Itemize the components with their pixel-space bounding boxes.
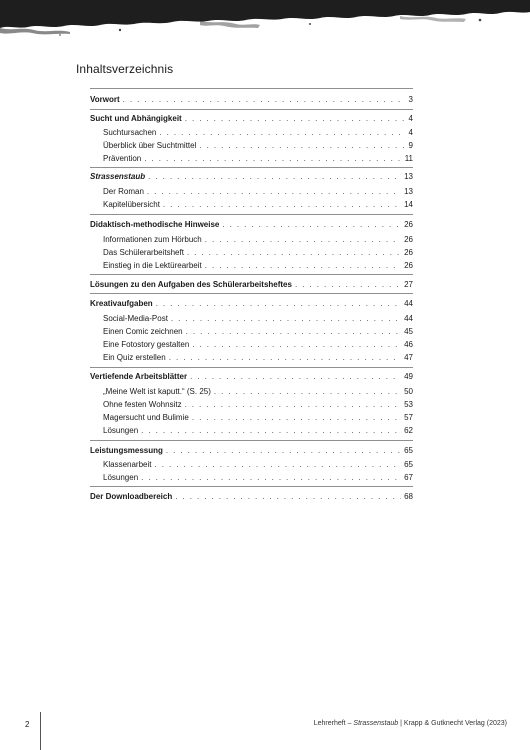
toc-entry-page: 4 <box>408 128 413 137</box>
toc-leader <box>154 460 401 470</box>
toc-entry-label: Ohne festen Wohnsitz <box>103 400 182 409</box>
toc-entry-label: Social-Media-Post <box>103 314 168 323</box>
toc-leader <box>159 128 405 138</box>
toc-entry-page: 13 <box>404 172 413 181</box>
toc-leader <box>192 340 401 350</box>
toc-entry-label: Leistungsmessung <box>90 446 163 455</box>
toc-leader <box>186 327 401 337</box>
toc-entry-page: 50 <box>404 387 413 396</box>
toc-entry-label: Der Roman <box>103 187 144 196</box>
toc-entry[interactable] <box>103 353 413 363</box>
toc-title: Inhaltsverzeichnis <box>76 62 174 76</box>
toc-leader <box>295 280 401 290</box>
toc-leader <box>175 492 401 502</box>
toc-leader <box>169 353 401 363</box>
toc-entry-page: 68 <box>404 492 413 501</box>
toc-entry[interactable] <box>103 128 413 138</box>
toc-entry[interactable] <box>103 473 413 483</box>
toc-entry[interactable] <box>90 220 413 230</box>
toc-entry-page: 26 <box>404 235 413 244</box>
toc-entry[interactable] <box>103 261 413 271</box>
toc-entry-label: „Meine Welt ist kaputt.“ (S. 25) <box>103 387 211 396</box>
toc-entry-page: 65 <box>404 446 413 455</box>
toc-entry-page: 13 <box>404 187 413 196</box>
toc-entry[interactable] <box>90 280 413 290</box>
toc-entry-label: Prävention <box>103 154 142 163</box>
toc-entry-label: Überblick über Suchtmittel <box>103 141 197 150</box>
toc-leader <box>163 200 401 210</box>
toc-entry-label: Der Downloadbereich <box>90 492 173 501</box>
toc-entry-page: 14 <box>404 200 413 209</box>
toc-entry-label: Ein Quiz erstellen <box>103 353 166 362</box>
toc-entry-label: Das Schülerarbeitsheft <box>103 248 184 257</box>
toc-entry[interactable] <box>90 95 413 105</box>
page-number: 2 <box>25 720 30 729</box>
toc-entry-page: 49 <box>404 372 413 381</box>
toc-entry-page: 26 <box>404 220 413 229</box>
toc-entry[interactable] <box>103 200 413 210</box>
toc-leader <box>187 248 401 258</box>
footer-divider <box>40 712 41 750</box>
toc-entry[interactable] <box>103 314 413 324</box>
toc-leader <box>185 114 406 124</box>
toc-divider <box>90 167 413 168</box>
toc-entry-page: 26 <box>404 248 413 257</box>
toc-leader <box>156 299 401 309</box>
toc-entry-label: Magersucht und Bulimie <box>103 413 189 422</box>
toc-entry[interactable] <box>103 141 413 151</box>
toc-entry[interactable] <box>103 327 413 337</box>
toc-leader <box>214 387 401 397</box>
toc-entry-page: 62 <box>404 426 413 435</box>
toc-divider <box>90 109 413 110</box>
toc-leader <box>148 172 401 182</box>
toc-leader <box>222 220 401 230</box>
toc-entry[interactable] <box>90 446 413 456</box>
toc-divider <box>90 367 413 368</box>
toc-entry-label: Eine Fotostory gestalten <box>103 340 190 349</box>
toc-leader <box>185 400 402 410</box>
toc-entry-label: Informationen zum Hörbuch <box>103 235 202 244</box>
toc-divider <box>90 440 413 441</box>
toc-entry-page: 65 <box>404 460 413 469</box>
toc-entry-label: Strassenstaub <box>90 172 146 181</box>
toc-entry-page: 45 <box>404 327 413 336</box>
toc-entry-page: 27 <box>404 280 413 289</box>
toc-entry-label: Vertiefende Arbeitsblätter <box>90 372 188 381</box>
toc-leader <box>199 141 405 151</box>
toc-leader <box>141 473 401 483</box>
toc-leader <box>171 314 401 324</box>
decorative-ink-banner <box>0 0 530 40</box>
toc-leader <box>205 261 401 271</box>
footer-credit <box>314 720 507 727</box>
toc-entry[interactable] <box>90 492 413 502</box>
toc-entry-page: 3 <box>408 95 413 104</box>
toc-entry-label: Kapitelübersicht <box>103 200 160 209</box>
toc-leader <box>190 372 401 382</box>
toc-entry-page: 11 <box>404 154 413 163</box>
toc-entry-page: 46 <box>404 340 413 349</box>
toc-entry[interactable] <box>103 387 413 397</box>
toc-entry-label: Kreativaufgaben <box>90 299 153 308</box>
toc-entry[interactable] <box>103 413 413 423</box>
toc-divider <box>90 88 413 89</box>
footer-credit-prefix: Lehrerheft – <box>313 720 354 727</box>
toc-entry[interactable] <box>90 372 413 382</box>
toc-entry-page: 67 <box>404 473 413 482</box>
toc-leader <box>123 95 406 105</box>
toc-entry-label: Einen Comic zeichnen <box>103 327 183 336</box>
toc-entry-label: Einstieg in die Lektürearbeit <box>103 261 202 270</box>
toc-entry[interactable] <box>103 235 413 245</box>
toc-entry-page: 4 <box>408 114 413 123</box>
toc-divider <box>90 214 413 215</box>
toc-entry[interactable] <box>90 299 413 309</box>
toc-entry[interactable] <box>103 340 413 350</box>
toc-entry-label: Didaktisch-methodische Hinweise <box>90 220 220 229</box>
toc-entry-label: Lösungen zu den Aufgaben des Schülerarbeitsheftes <box>90 280 292 289</box>
toc-leader <box>192 413 401 423</box>
toc-entry-label: Klassenarbeit <box>103 460 152 469</box>
toc-entry[interactable] <box>103 154 413 164</box>
toc-entry[interactable] <box>103 460 413 470</box>
toc-divider <box>90 274 413 275</box>
toc-leader <box>205 235 401 245</box>
toc-entry-label: Lösungen <box>103 426 139 435</box>
toc-leader <box>141 426 401 436</box>
toc-entry-page: 9 <box>408 141 413 150</box>
toc-entry[interactable] <box>103 187 413 197</box>
toc-entry-label: Suchtursachen <box>103 128 157 137</box>
footer-credit-title: Strassenstaub <box>353 720 399 727</box>
toc-entry-page: 44 <box>404 299 413 308</box>
toc-divider <box>90 293 413 294</box>
toc-entry-label: Vorwort <box>90 95 120 104</box>
footer-credit-suffix: | Krapp & Gutknecht Verlag (2023) <box>398 720 507 727</box>
toc-entry-label: Lösungen <box>103 473 139 482</box>
toc-leader <box>144 154 401 164</box>
toc-divider <box>90 486 413 487</box>
toc-entry-label: Sucht und Abhängigkeit <box>90 114 182 123</box>
toc-leader <box>147 187 401 197</box>
toc-entry-page: 44 <box>404 314 413 323</box>
toc-entry[interactable] <box>90 172 413 182</box>
toc-entry-page: 47 <box>404 353 413 362</box>
toc-leader <box>166 446 401 456</box>
toc-entry[interactable] <box>103 400 413 410</box>
toc-entry[interactable] <box>103 426 413 436</box>
toc-entry-page: 53 <box>404 400 413 409</box>
toc-entry-page: 26 <box>404 261 413 270</box>
toc-entry-page: 57 <box>404 413 413 422</box>
toc-entry[interactable] <box>90 114 413 124</box>
toc-entry[interactable] <box>103 248 413 258</box>
